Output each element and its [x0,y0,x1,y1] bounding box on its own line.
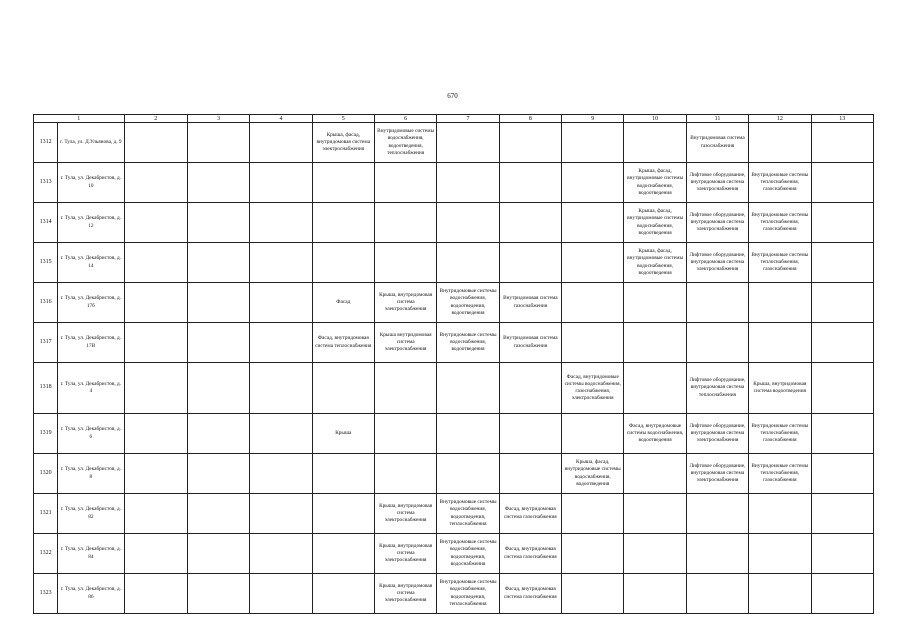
work-text: Крыша внутридомовая система электроснабжения [379,331,432,353]
work-text: Фасад, внутридомовая система теплоснабжения [315,335,372,349]
table-row [34,494,874,534]
work-text: Крыша, внутридомовая система электроснабжения [379,291,433,313]
work-cell-col-8 [499,494,561,534]
work-cell-col-8 [499,414,561,454]
work-cell-col-6 [374,363,436,414]
table-row [34,323,874,363]
work-cell-col-3 [187,123,249,163]
address-cell [58,363,124,414]
table-row [34,123,874,163]
work-cell-col-12 [749,363,811,414]
work-text: Внутридомовые системы водоснабжения, водоотведения [439,331,497,353]
work-cell-col-11 [686,494,748,534]
work-cell-col-10 [624,414,686,454]
work-text: Внутридомовая система газоснабжения [503,295,558,309]
work-cell-col-3 [187,534,249,574]
column-header-1: 1 [34,115,125,123]
work-cell-col-3 [187,203,249,243]
page-number: 670 [447,92,458,100]
column-number-row [34,115,874,123]
work-text: Крыша, внутридомовая система электроснабжения [379,582,433,604]
work-cell-col-6 [374,574,436,614]
work-cell-col-2 [124,454,187,494]
work-cell-col-11 [686,574,748,614]
work-cell-col-10 [624,323,686,363]
work-cell-col-12 [749,123,811,163]
row-number-cell: 1323 [34,574,58,614]
column-header-10: 10 [624,115,686,123]
work-cell-col-9 [562,323,624,363]
address-text: г. Тула, ул. Декабристов, д. 86 [60,586,122,600]
work-cell-col-8 [499,323,561,363]
work-cell-col-10 [624,494,686,534]
address-cell [58,323,124,363]
column-header-3: 3 [187,115,249,123]
work-text: Внутридомовые системы водоснабжения, водоотведения, водоснабжения [439,539,497,567]
work-text: Лифтовое оборудование, внутридомовая система электроснабжения [689,251,746,273]
work-text: Лифтовое оборудование, внутридомовая система электроснабжения [689,422,746,444]
work-cell-col-6 [374,243,436,283]
work-cell-col-13 [811,534,874,574]
work-cell-col-3 [187,243,249,283]
table-row [34,283,874,323]
work-cell-col-8 [499,574,561,614]
work-cell-col-2 [124,574,187,614]
work-cell-col-11 [686,163,748,203]
work-text: Крыша [335,429,352,436]
work-cell-col-12 [749,163,811,203]
work-text: Лифтовое оборудование, внутридомовая система электроснабжения [689,171,746,193]
work-cell-col-7 [437,574,499,614]
table-row [34,454,874,494]
work-text: Лифтовое оборудование, внутридомовая система электроснабжения [689,211,746,233]
work-cell-col-12 [749,534,811,574]
work-cell-col-2 [124,323,187,363]
work-cell-col-2 [124,123,187,163]
address-text: г. Тула, ул. Декабристов, д. 82 [60,506,122,520]
row-number-cell: 1322 [34,534,58,574]
work-cell-col-12 [749,574,811,614]
work-text: Фасад, внутридомовая система газоснабжения [504,546,557,560]
address-cell [58,414,124,454]
table-row [34,243,874,283]
column-header-6: 6 [374,115,436,123]
address-text: г. Тула, ул. Декабристов, д. 17б [60,295,122,309]
work-cell-col-7 [437,323,499,363]
work-text: Внутридомовые системы теплоснабжения, газоснабжения [751,422,809,444]
work-cell-col-4 [250,494,312,534]
row-number-cell: 1315 [34,243,58,283]
work-cell-col-4 [250,243,312,283]
column-header-4: 4 [250,115,312,123]
work-text: Фасад, внутридомовая система газоснабжения [504,506,557,520]
work-cell-col-8 [499,123,561,163]
work-cell-col-13 [811,414,874,454]
address-text: г. Тула, ул. Декабристов, д. 84 [60,546,122,560]
work-text: Крыша, внутридомовая система электроснабжения [379,542,433,564]
work-cell-col-8 [499,283,561,323]
work-text: Внутридомовые системы водоснабжения, водоотведения, водоотведения [439,288,497,316]
address-text: г. Тула, ул. Декабристов, д. 6 [60,426,122,440]
work-cell-col-10 [624,363,686,414]
work-text: Крыша, внутридомовая система электроснабжения [379,502,433,524]
work-cell-col-7 [437,123,499,163]
work-cell-col-13 [811,494,874,534]
address-cell [58,494,124,534]
work-cell-col-5 [312,534,374,574]
work-cell-col-6 [374,163,436,203]
address-text: г. Тула, ул. Декабристов, д. 12 [60,215,122,229]
work-cell-col-3 [187,454,249,494]
work-cell-col-10 [624,574,686,614]
work-text: Крыша, фасад, внутридомовые системы водоснабжения, водоотведения [627,208,684,236]
row-number-cell: 1321 [34,494,58,534]
work-cell-col-11 [686,283,748,323]
work-cell-col-9 [562,494,624,534]
address-text: г. Тула, ул. Декабристов, д. 4 [60,380,122,394]
work-cell-col-2 [124,363,187,414]
work-cell-col-10 [624,123,686,163]
work-cell-col-12 [749,323,811,363]
address-text: г. Тула, ул. Декабристов, д. 8 [60,466,122,480]
column-header-2: 2 [124,115,187,123]
work-cell-col-3 [187,323,249,363]
work-cell-col-3 [187,414,249,454]
work-cell-col-8 [499,363,561,414]
work-cell-col-6 [374,414,436,454]
work-text: Внутридомовые системы теплоснабжения, газоснабжения [751,171,809,193]
work-cell-col-5 [312,323,374,363]
work-cell-col-10 [624,454,686,494]
work-cell-col-2 [124,243,187,283]
work-text: Крыша, фасад, внутридомовая система электроснабжения [316,131,371,153]
table-row [34,414,874,454]
work-cell-col-13 [811,323,874,363]
row-number-cell: 1316 [34,283,58,323]
work-cell-col-10 [624,534,686,574]
work-cell-col-9 [562,414,624,454]
address-cell [58,283,124,323]
address-cell [58,574,124,614]
work-cell-col-6 [374,283,436,323]
work-cell-col-7 [437,454,499,494]
work-cell-col-7 [437,534,499,574]
work-cell-col-8 [499,163,561,203]
work-cell-col-13 [811,454,874,494]
work-cell-col-5 [312,454,374,494]
work-cell-col-5 [312,283,374,323]
address-cell [58,203,124,243]
work-cell-col-4 [250,363,312,414]
work-cell-col-10 [624,163,686,203]
work-text: Крыша, фасад, внутридомовые системы водоснабжения, водоотведения [627,248,684,276]
row-number-cell: 1318 [34,363,58,414]
work-cell-col-5 [312,494,374,534]
work-cell-col-5 [312,574,374,614]
work-cell-col-2 [124,203,187,243]
table-row [34,163,874,203]
work-cell-col-4 [250,454,312,494]
work-cell-col-4 [250,283,312,323]
address-cell [58,123,124,163]
work-cell-col-13 [811,163,874,203]
work-cell-col-12 [749,243,811,283]
work-text: Крыша, фасад, внутридомовые системы водоснабжения, водоотведения [564,459,621,487]
work-text: Внутридомовые системы теплоснабжения, газоснабжения [751,462,809,484]
work-cell-col-9 [562,203,624,243]
work-cell-col-8 [499,203,561,243]
work-text: Внутридомовые системы водоснабжения, водоотведения, теплоснабжения [439,499,497,527]
row-number-cell: 1312 [34,123,58,163]
table-row [34,203,874,243]
work-cell-col-12 [749,203,811,243]
work-cell-col-4 [250,123,312,163]
work-cell-col-8 [499,534,561,574]
work-cell-col-6 [374,123,436,163]
work-text: Фасад, внутридомовые системы водоснабжения, водоотведения [626,422,684,444]
work-cell-col-9 [562,163,624,203]
address-text: г. Тула, ул. Декабристов, д. 10 [60,175,122,189]
work-cell-col-2 [124,163,187,203]
work-cell-col-6 [374,323,436,363]
row-number-cell: 1314 [34,203,58,243]
column-header-7: 7 [437,115,499,123]
table-row [34,363,874,414]
work-cell-col-13 [811,243,874,283]
work-text: Внутридомовые системы теплоснабжения, газоснабжения [751,211,809,233]
work-cell-col-11 [686,534,748,574]
work-text: Внутридомовые системы теплоснабжения, газоснабжения [751,251,809,273]
work-cell-col-11 [686,203,748,243]
work-cell-col-9 [562,363,624,414]
work-cell-col-3 [187,363,249,414]
work-cell-col-6 [374,454,436,494]
work-cell-col-6 [374,534,436,574]
work-cell-col-4 [250,414,312,454]
work-cell-col-6 [374,203,436,243]
work-text: Крыша, внутридомовая система водоотведения [753,380,807,394]
work-text: Крыша, фасад, внутридомовые системы водоснабжения, водоотведения [627,168,684,196]
work-cell-col-11 [686,243,748,283]
work-cell-col-5 [312,414,374,454]
work-cell-col-8 [499,454,561,494]
work-cell-col-5 [312,203,374,243]
row-number-cell: 1319 [34,414,58,454]
work-cell-col-7 [437,494,499,534]
work-cell-col-7 [437,363,499,414]
work-text: Лифтовое оборудование, внутридомовая система теплоснабжения [689,377,746,398]
work-cell-col-11 [686,123,748,163]
work-text: Фасад, внутридомовые системы водоснабжения, газоснабжения, электроснабжения [564,373,621,402]
column-header-13: 13 [811,115,874,123]
work-cell-col-9 [562,243,624,283]
table-row [34,534,874,574]
column-header-8: 8 [499,115,561,123]
work-cell-col-13 [811,574,874,614]
work-cell-col-5 [312,363,374,414]
work-cell-col-7 [437,163,499,203]
work-cell-col-12 [749,283,811,323]
address-cell [58,243,124,283]
work-cell-col-12 [749,454,811,494]
work-cell-col-10 [624,283,686,323]
address-cell [58,163,124,203]
work-cell-col-12 [749,414,811,454]
work-text: Внутридомовая система газоснабжения [690,135,745,149]
work-cell-col-9 [562,574,624,614]
work-cell-col-13 [811,363,874,414]
work-cell-col-10 [624,243,686,283]
work-text: Внутридомовые системы водоснабжения, водоотведения, теплоснабжения [377,128,435,156]
work-cell-col-13 [811,283,874,323]
work-cell-col-7 [437,283,499,323]
work-cell-col-7 [437,243,499,283]
work-cell-col-2 [124,534,187,574]
work-cell-col-5 [312,163,374,203]
table-body [34,115,874,614]
row-number-cell: 1317 [34,323,58,363]
work-cell-col-11 [686,414,748,454]
column-header-12: 12 [749,115,811,123]
work-cell-col-6 [374,494,436,534]
work-cell-col-4 [250,534,312,574]
column-header-5: 5 [312,115,374,123]
address-text: г. Тула, ул. Декабристов, д. 14 [60,255,122,269]
work-cell-col-4 [250,323,312,363]
column-header-11: 11 [686,115,748,123]
work-cell-col-12 [749,494,811,534]
work-cell-col-5 [312,243,374,283]
address-cell [58,454,124,494]
work-cell-col-4 [250,574,312,614]
repair-schedule-table [33,114,874,614]
work-cell-col-7 [437,203,499,243]
work-text: Внутридомовая система газоснабжения [503,335,558,349]
work-cell-col-13 [811,123,874,163]
column-header-9: 9 [562,115,624,123]
work-cell-col-2 [124,283,187,323]
work-cell-col-9 [562,454,624,494]
work-cell-col-9 [562,534,624,574]
address-cell [58,534,124,574]
address-text: г. Тула, ул. Декабристов, д. 17В [60,335,122,349]
work-cell-col-3 [187,494,249,534]
address-text: г. Тула, ул. Д.Ульянова, д. 9 [60,138,122,145]
work-cell-col-10 [624,203,686,243]
table-row [34,574,874,614]
row-number-cell: 1313 [34,163,58,203]
work-cell-col-11 [686,454,748,494]
work-cell-col-5 [312,123,374,163]
work-text: Фасад, внутридомовая система газоснабжения [504,586,557,600]
work-cell-col-8 [499,243,561,283]
work-cell-col-3 [187,283,249,323]
work-cell-col-11 [686,363,748,414]
work-cell-col-9 [562,283,624,323]
work-cell-col-2 [124,494,187,534]
work-cell-col-4 [250,203,312,243]
work-cell-col-3 [187,163,249,203]
work-cell-col-4 [250,163,312,203]
work-cell-col-3 [187,574,249,614]
work-cell-col-9 [562,123,624,163]
work-cell-col-2 [124,414,187,454]
work-text: Фасад [336,298,351,305]
work-text: Внутридомовые системы водоснабжения, водоотведения, теплоснабжения [439,579,497,607]
work-cell-col-7 [437,414,499,454]
row-number-cell: 1320 [34,454,58,494]
work-cell-col-13 [811,203,874,243]
work-text: Лифтовое оборудование, внутридомовая система электроснабжения [689,462,746,484]
work-cell-col-11 [686,323,748,363]
